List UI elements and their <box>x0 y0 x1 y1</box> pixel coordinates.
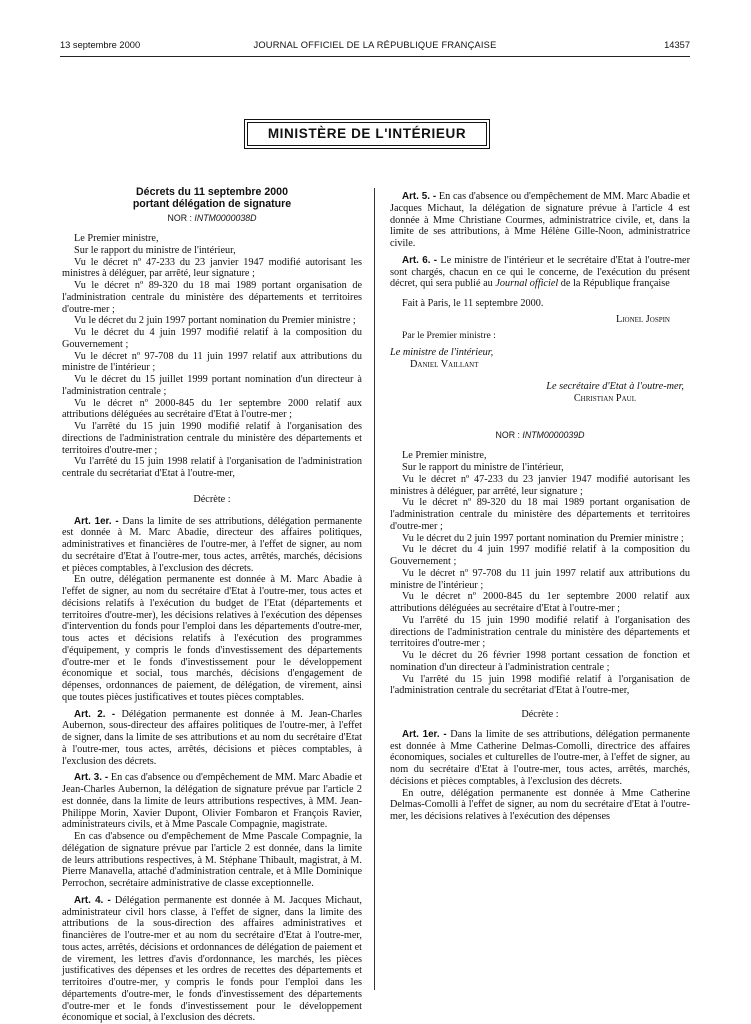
header-journal-title: JOURNAL OFFICIEL DE LA RÉPUBLIQUE FRANÇAISE <box>253 40 497 50</box>
running-header <box>60 40 690 54</box>
visa-paragraph: Vu le décret nº 47-233 du 23 janvier 1947 modifié autorisant les ministres à déléguer, par arrêté, leur signature ; <box>390 473 690 497</box>
decrete-heading: Décrète : <box>193 493 231 505</box>
decree-title-line1: Décrets du 11 septembre 2000 <box>136 186 288 198</box>
article-label: Art. 4. - <box>74 894 111 906</box>
article-1-paragraph-2-decree2: En outre, délégation permanente est donnée à Mme Catherine Delmas-Comolli à l'effet de signer, au nom du secrétaire d'Etat à l'outre-mer, les décisions relatives à l'exécution des dépenses <box>390 787 690 822</box>
visa-paragraph: Vu le décret du 26 février 1998 portant cessation de fonction et nomination d'un directeur à l'administration centrale ; <box>390 650 690 673</box>
article-3-paragraph <box>62 772 362 831</box>
article-text: de la République française <box>560 278 670 290</box>
ministry-heading: MINISTÈRE DE L'INTÉRIEUR <box>247 122 487 146</box>
article-text: Le ministre de l'intérieur et le secrétaire d'Etat à l'outre-mer sont chargés, chacun en ce qui le concerne, de l'exécution du présent décret, qui sera publié au <box>390 254 691 290</box>
visa-paragraph: Le Premier ministre, <box>402 450 487 462</box>
decrete-heading-2: Décrète : <box>521 709 559 720</box>
article-2-paragraph <box>62 709 362 768</box>
visa-paragraph: Vu le décret du 4 juin 1997 modifié relatif à la composition du Gouvernement ; <box>62 327 362 350</box>
nor-code: INTM0000038D <box>194 213 257 223</box>
article-1-paragraph-2: En outre, délégation permanente est donnée à M. Marc Abadie à l'effet de signer, au nom du secrétaire d'Etat à l'outre-mer, tous actes et décisions relatifs à l'exécution du budget de l'Etat (départements et territoires d'outre-mer), les décisions relatives à l'exécution des dépenses d'intervention du fonds pour l'emploi dans les départements d'outre-mer, tous actes et décisions relatifs à l'exécution des programmes d'équipement, y compris le fonds d'investissement des départements d'outre-mer et le fonds d'investissement pour le développement économique et social, tous marchés, décisions d'engagement de dépenses, ordonnances de paiement, de délégation, de virement, ainsi que toutes pièces justificatives et toutes pièces comptables. <box>62 574 362 703</box>
journal-officiel-ref: Journal officiel <box>495 278 559 290</box>
header-rule <box>60 56 690 57</box>
article-label: Art. 1er. - <box>74 515 119 527</box>
visa-paragraph: Vu le décret du 2 juin 1997 portant nomination du Premier ministre ; <box>402 532 684 544</box>
article-6-paragraph <box>390 255 690 290</box>
article-text: Délégation permanente est donnée à M. Jean-Charles Aubernon, sous-directeur des affaires politiques de l'outre-mer, à l'effet de signer, dans la limite de ses attributions et au nom du secrétaire d'Etat à l'outre-mer, tous actes, arrêtés, décisions et pièces comptables, à l'exclusion des décrets. <box>62 708 363 767</box>
visa-paragraph: Vu le décret du 4 juin 1997 modifié relatif à la composition du Gouvernement ; <box>390 544 690 567</box>
nor-label: NOR : <box>495 430 520 441</box>
visa-paragraph: Le Premier ministre, <box>74 233 159 244</box>
decree-title <box>62 186 362 210</box>
nor-reference <box>62 213 362 224</box>
article-3-paragraph-2: En cas d'absence ou d'empêchement de Mme Pascale Compagnie, la délégation de signature prévue par l'article 2 est donnée, dans la limite de leurs attributions respectives, à M. Stéphane Thibault, magistrat, à M. Pierre Manavella, attaché d'administration centrale, et à Mlle Dominique Perrochon, secrétaire administrative de classe exceptionnelle. <box>62 831 362 889</box>
article-label: Art. 1er. - <box>402 728 447 740</box>
visa-paragraph: Vu l'arrêté du 15 juin 1990 modifié relatif à l'organisation des directions de l'administration centrale du ministère des départements et territoires d'outre-mer ; <box>390 614 690 650</box>
par-premier-ministre: Par le Premier ministre : <box>402 329 496 341</box>
secretary-title-text: Le secrétaire d'Etat à l'outre-mer, <box>546 380 684 392</box>
minister-name: Daniel Vaillant <box>410 359 479 370</box>
article-text: En cas d'absence ou d'empêchement de MM. Marc Abadie et Jacques Michaut, la délégation de signature prévue à l'article 4 est donnée à Mme Christiane Courmes, administratrice civile, et, dans la limite de ses attributions, à Mme Hélène Gille-Noon, administratrice civile. <box>390 191 691 249</box>
header-date: 13 septembre 2000 <box>60 40 141 50</box>
column-divider <box>374 188 375 990</box>
visa-paragraph: Sur le rapport du ministre de l'intérieur, <box>402 462 564 473</box>
header-page-number: 14357 <box>664 40 690 50</box>
article-label: Art. 5. - <box>402 191 437 202</box>
visa-paragraph: Vu le décret du 15 juillet 1999 portant nomination d'un directeur à l'administration centrale ; <box>62 374 362 397</box>
nor-reference-2 <box>390 430 690 441</box>
visa-paragraph: Vu l'arrêté du 15 juin 1990 modifié relatif à l'organisation des directions de l'administration centrale du ministère des départements et territoires d'outre-mer ; <box>62 421 362 456</box>
nor-code: INTM0000039D <box>522 430 585 441</box>
article-1-paragraph <box>62 516 362 575</box>
visa-paragraph: Vu le décret nº 89-320 du 18 mai 1989 portant organisation de l'administration centrale du ministère des départements et territoires d'outre-mer ; <box>62 280 362 315</box>
minister-title-text: Le ministre de l'intérieur, <box>390 347 494 359</box>
visa-paragraph: Vu le décret du 2 juin 1997 portant nomination du Premier ministre ; <box>74 315 356 327</box>
visa-paragraph: Vu l'arrêté du 15 juin 1998 modifié relatif à l'organisation de l'administration centrale du secrétariat d'Etat à l'outre-mer, <box>390 673 690 697</box>
article-text: Délégation permanente est donnée à M. Jacques Michaut, administrateur civil hors classe, à l'effet de signer, dans la limite des attributions de la sous-direction des affaires administratives et financières de l'outre-mer et au nom du secrétaire d'Etat à l'outre-mer, tous actes, arrêtés, décisions et ordonnances de délégation de paiement et de virement, les lettres d'avis d'ordonnance, les marchés, les pièces justificatives des dépenses et les ordres de recettes des départements et territoires d'outre-mer, y compris le fonds pour l'emploi dans les départements d'outre-mer, le fonds d'investissement des départements d'outre-mer et le fonds d'investissement pour le développement économique et social, à l'exclusion des décrets. <box>62 894 362 1024</box>
article-text: Dans la limite de ses attributions, délégation permanente est donnée à M. Marc Abadie, directeur des affaires politiques, administratives et financières de l'outre-mer, à l'effet de signer, au nom du secrétaire d'Etat à l'outre-mer, tous actes, arrêtés, marchés, décisions et pièces comptables, à l'exclusion des décrets. <box>62 515 362 574</box>
article-label: Art. 2. - <box>74 708 116 720</box>
article-label: Art. 3. - <box>74 772 109 784</box>
minister-title <box>390 347 690 359</box>
visa-paragraph: Sur le rapport du ministre de l'intérieur, <box>74 244 236 256</box>
visa-paragraph: Vu le décret nº 2000-845 du 1er septembre 2000 relatif aux attributions déléguées au secrétaire d'Etat à l'outre-mer ; <box>390 591 690 614</box>
decree-title-line2: portant délégation de signature <box>132 198 292 210</box>
visa-paragraph: Vu le décret nº 2000-845 du 1er septembre 2000 relatif aux attributions déléguées au secrétaire d'Etat à l'outre-mer ; <box>62 397 362 421</box>
visa-paragraph: Vu le décret nº 97-708 du 11 juin 1997 relatif aux attributions du ministre de l'intérieur ; <box>62 350 362 374</box>
secretary-title <box>390 381 684 393</box>
article-5-paragraph <box>390 191 690 250</box>
article-label: Art. 6. - <box>402 254 438 266</box>
nor-label: NOR : <box>167 213 192 223</box>
article-1-paragraph-decree2 <box>390 729 690 788</box>
signature-date: Fait à Paris, le 11 septembre 2000. <box>402 298 544 309</box>
right-column <box>390 186 690 823</box>
left-column <box>62 186 362 1024</box>
visa-paragraph: Vu l'arrêté du 15 juin 1998 relatif à l'organisation de l'administration centrale du secrétariat d'Etat à l'outre-mer, <box>62 456 362 479</box>
article-text: En cas d'absence ou d'empêchement de MM. Marc Abadie et Jean-Charles Aubernon, la délégation de signature prévue par l'article 2 est donnée, dans la limite de leurs attributions respectives, à MM. Jean-Philippe Morin, Xavier Dupont, Olivier Fombaron et François Ravier, administrateurs civils, et à Mme Pascale Compagnie, magistrate. <box>62 772 363 831</box>
secretary-name: Christian Paul <box>573 392 636 404</box>
pm-signature: Lionel Jospin <box>615 313 670 325</box>
article-text: Dans la limite de ses attributions, délégation permanente est donnée à Mme Catherine Delmas-Comolli, directrice des affaires économiques, sociales et culturelles de l'outre-mer, à l'effet de signer, au nom du secrétaire d'Etat à l'outre-mer, tous actes, arrêtés, marchés, décisions et pièces comptables, à l'exclusion des décrets. <box>390 728 690 787</box>
visa-paragraph: Vu le décret nº 97-708 du 11 juin 1997 relatif aux attributions du ministre de l'intérieur ; <box>390 567 690 591</box>
article-4-paragraph <box>62 895 362 1024</box>
visa-paragraph: Vu le décret nº 47-233 du 23 janvier 1947 modifié autorisant les ministres à déléguer, par arrêté, leur signature ; <box>62 256 362 280</box>
visa-paragraph: Vu le décret nº 89-320 du 18 mai 1989 portant organisation de l'administration centrale du ministère des départements et territoires d'outre-mer ; <box>390 497 690 532</box>
